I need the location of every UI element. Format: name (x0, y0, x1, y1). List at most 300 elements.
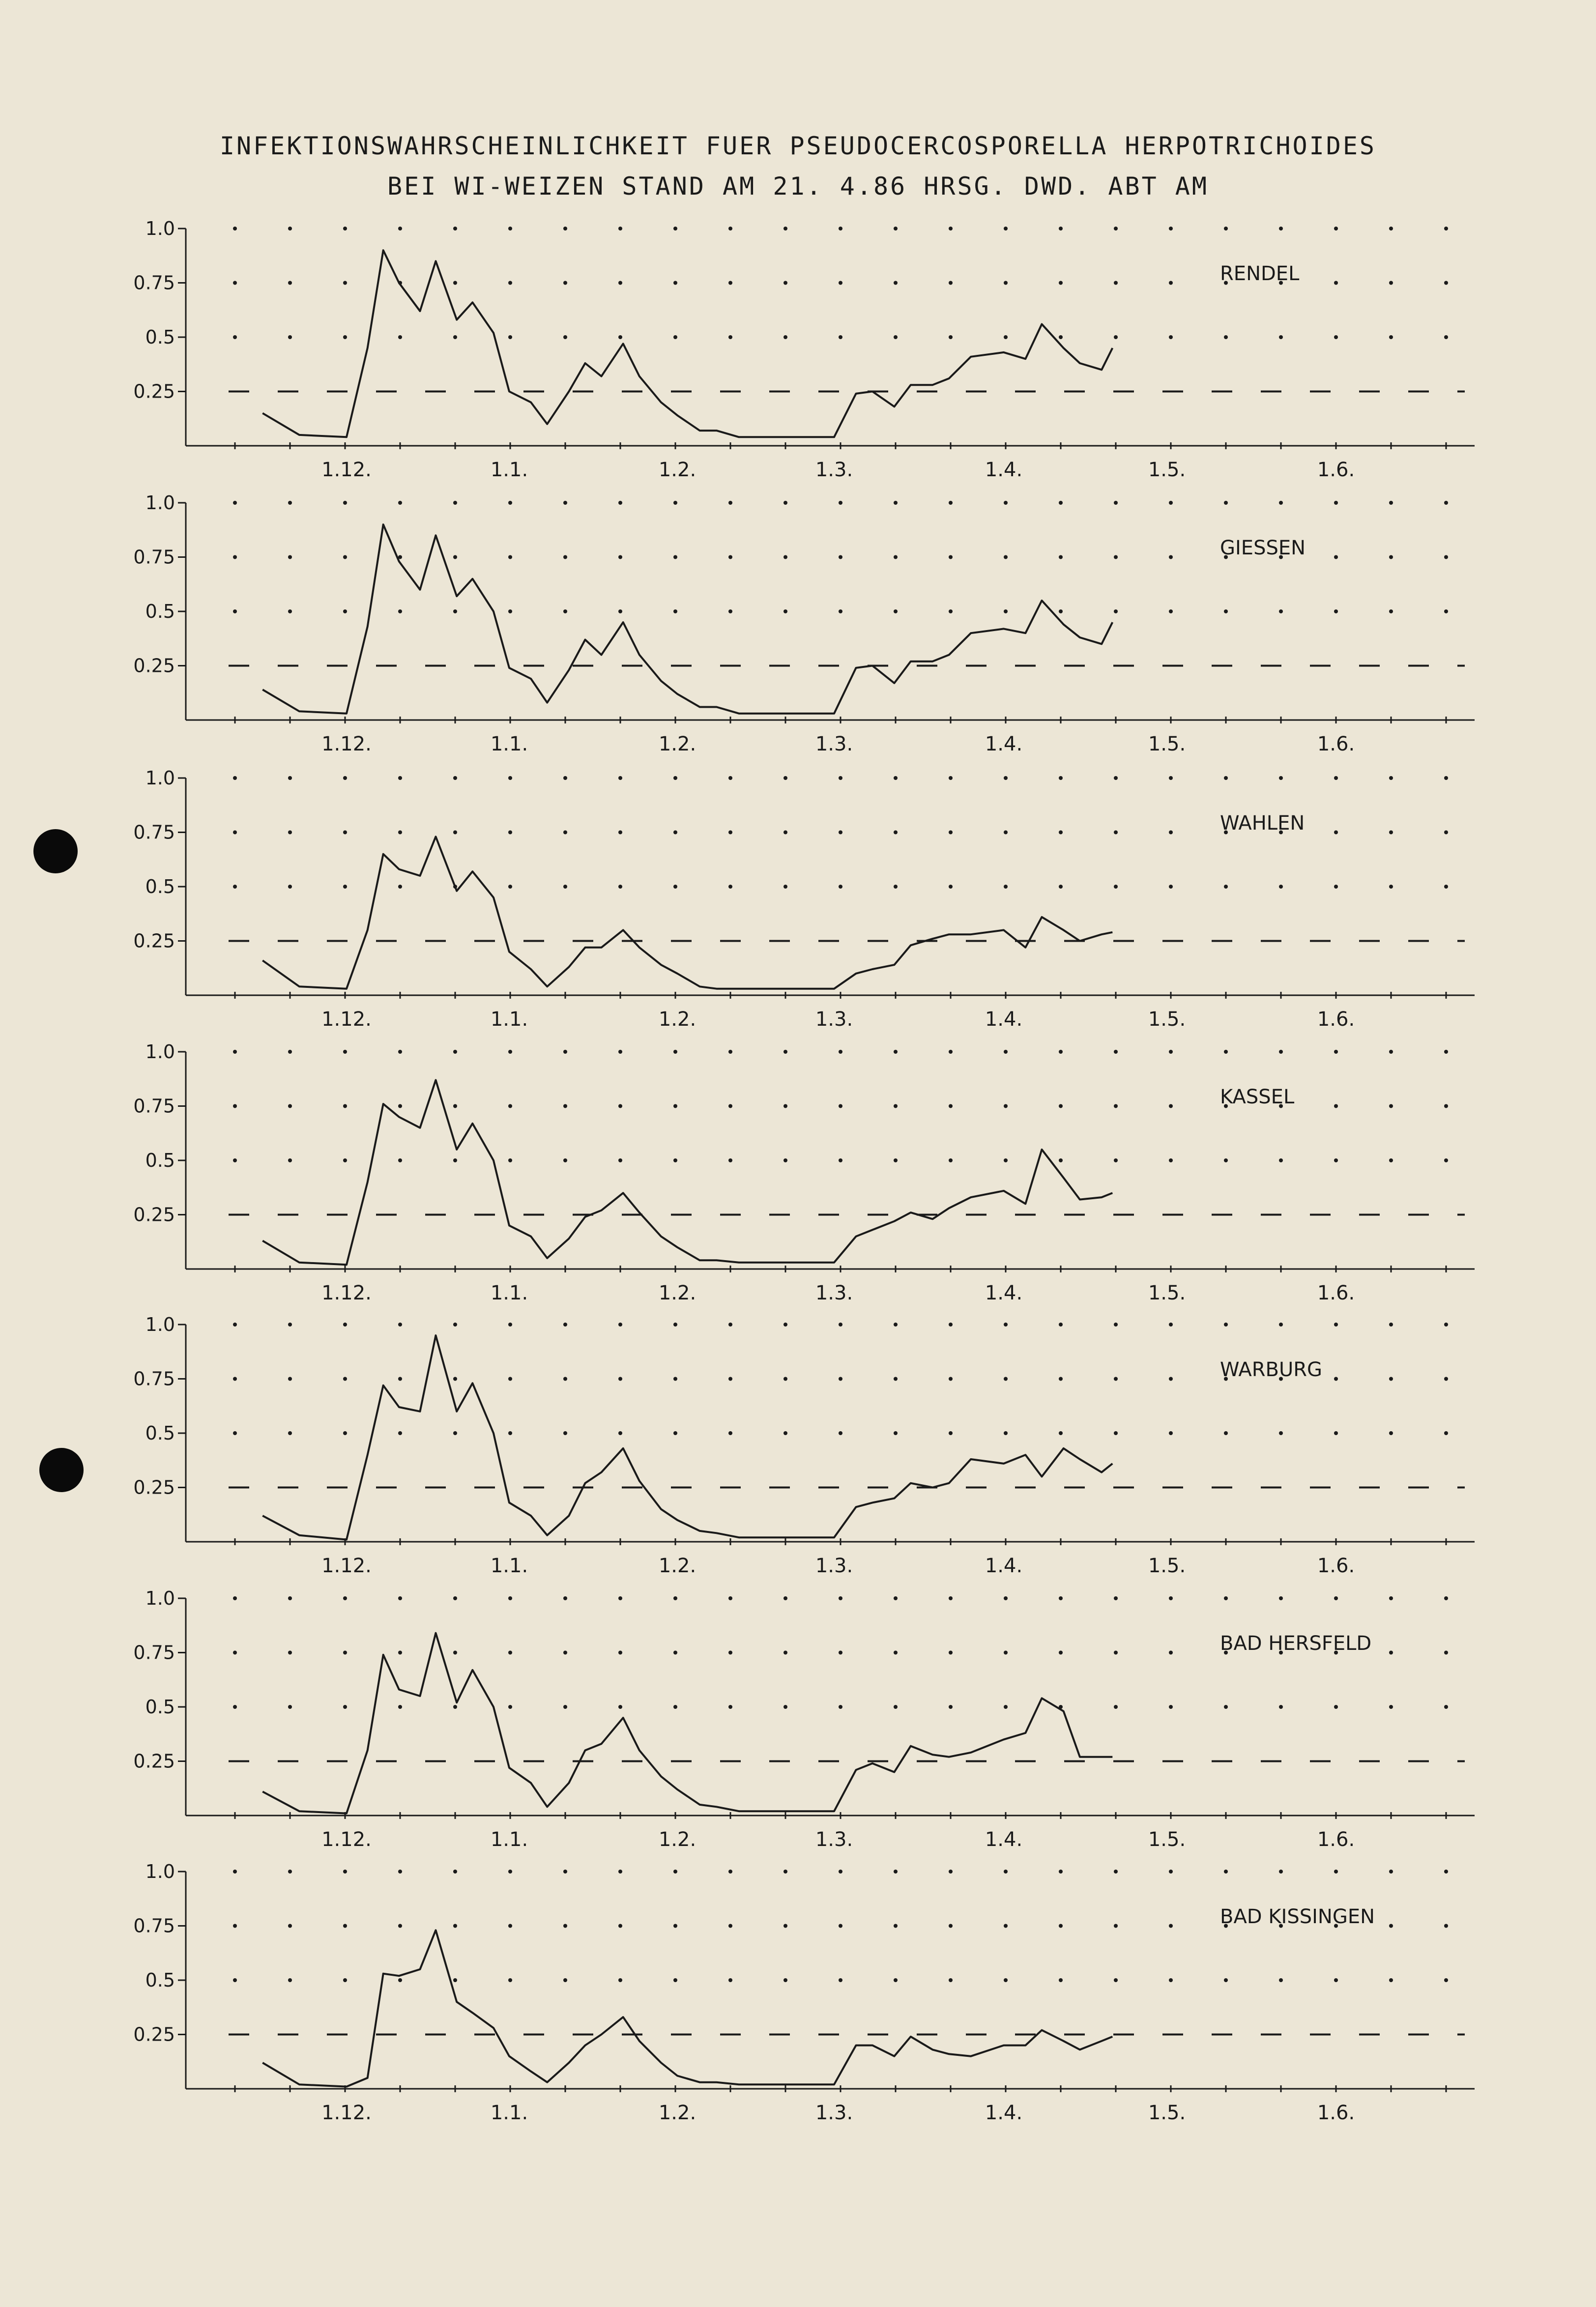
chart-wahlen-y-tick-label: 0.5 (145, 876, 175, 897)
chart-giessen-grid-dot (1004, 609, 1008, 613)
chart-bad-kissingen-grid-dot (1444, 1924, 1448, 1928)
chart-rendel-x-tick-label: 1.6. (1317, 459, 1355, 481)
chart-bad-kissingen-grid-dot (1444, 1870, 1448, 1874)
chart-giessen-grid-dot (1334, 501, 1338, 505)
chart-wahlen-grid-dot (673, 831, 677, 835)
chart-bad-kissingen-grid-dot (618, 1870, 622, 1874)
chart-bad-hersfeld-grid-dot (398, 1705, 402, 1709)
chart-wahlen-grid-dot (1059, 885, 1063, 889)
chart-bad-kissingen-grid-dot (894, 1924, 898, 1928)
chart-giessen-grid-dot (233, 609, 237, 613)
chart-wahlen-grid-dot (949, 776, 953, 780)
chart-bad-kissingen-grid-dot (1224, 1870, 1228, 1874)
chart-kassel-station-label: KASSEL (1220, 1086, 1295, 1108)
chart-warburg-grid-dot (1169, 1323, 1173, 1327)
chart-wahlen-grid-dot (673, 776, 677, 780)
chart-warburg-y-tick-label: 0.25 (133, 1476, 175, 1499)
chart-giessen-grid-dot (563, 555, 567, 559)
chart-wahlen-grid-dot (1279, 885, 1283, 889)
chart-warburg-grid-dot (288, 1377, 292, 1381)
chart-bad-kissingen-grid-dot (728, 1870, 732, 1874)
chart-bad-hersfeld-grid-dot (618, 1651, 622, 1655)
chart-giessen-grid-dot (783, 555, 787, 559)
chart-bad-kissingen-station-label: BAD KISSINGEN (1220, 1905, 1375, 1928)
chart-rendel-grid-dot (1114, 335, 1118, 339)
chart-warburg-grid-dot (728, 1323, 732, 1327)
chart-warburg-grid-dot (288, 1323, 292, 1327)
chart-giessen-grid-dot (343, 555, 347, 559)
chart-rendel-grid-dot (1004, 281, 1008, 285)
chart-rendel-grid-dot (783, 281, 787, 285)
chart-warburg-grid-dot (1279, 1431, 1283, 1435)
chart-bad-kissingen-grid-dot (1114, 1870, 1118, 1874)
chart-warburg-grid-dot (453, 1377, 457, 1381)
chart-bad-kissingen-grid-dot (1389, 1870, 1393, 1874)
chart-kassel-grid-dot (1224, 1050, 1228, 1054)
chart-giessen-grid-dot (1334, 609, 1338, 613)
chart-wahlen-grid-dot (1444, 831, 1448, 835)
chart-giessen-y-tick-label: 0.25 (133, 655, 175, 677)
chart-warburg-grid-dot (1004, 1323, 1008, 1327)
chart-bad-hersfeld-grid-dot (1334, 1596, 1338, 1600)
chart-warburg-grid-dot (1224, 1323, 1228, 1327)
chart-warburg-y-tick-label: 0.75 (133, 1368, 175, 1390)
chart-warburg-grid-dot (508, 1377, 512, 1381)
chart-rendel-grid-dot (1279, 335, 1283, 339)
chart-bad-kissingen-grid-dot (233, 1924, 237, 1928)
chart-rendel-grid-dot (949, 335, 953, 339)
chart-bad-kissingen-y-tick-label: 0.5 (145, 1969, 175, 1991)
chart-bad-hersfeld-grid-dot (1004, 1705, 1008, 1709)
chart-kassel-grid-dot (288, 1158, 292, 1162)
chart-bad-hersfeld-grid-dot (1169, 1651, 1173, 1655)
chart-kassel-grid-dot (343, 1050, 347, 1054)
chart-bad-kissingen-grid-dot (839, 1978, 842, 1982)
chart-kassel-grid-dot (1334, 1158, 1338, 1162)
chart-kassel-grid-dot (839, 1050, 842, 1054)
page-title-line-1: INFEKTIONSWAHRSCHEINLICHKEIT FUER PSEUDOCERCOSPORELLA HERPOTRICHOIDES (219, 132, 1377, 160)
chart-rendel-y-tick-label: 0.75 (133, 272, 175, 294)
chart-bad-hersfeld-grid-dot (839, 1596, 842, 1600)
chart-giessen-grid-dot (1114, 609, 1118, 613)
chart-giessen-grid-dot (1004, 555, 1008, 559)
chart-bad-kissingen-grid-dot (1004, 1978, 1008, 1982)
chart-kassel-grid-dot (343, 1158, 347, 1162)
chart-warburg-grid-dot (673, 1323, 677, 1327)
chart-bad-hersfeld-grid-dot (343, 1705, 347, 1709)
chart-warburg-grid-dot (1114, 1377, 1118, 1381)
chart-bad-kissingen-grid-dot (673, 1870, 677, 1874)
chart-bad-hersfeld-grid-dot (894, 1596, 898, 1600)
chart-warburg-grid-dot (839, 1323, 842, 1327)
chart-warburg-grid-dot (1169, 1431, 1173, 1435)
chart-rendel-grid-dot (288, 281, 292, 285)
chart-giessen-grid-dot (233, 501, 237, 505)
chart-giessen-grid-dot (618, 555, 622, 559)
chart-bad-kissingen-grid-dot (563, 1870, 567, 1874)
chart-wahlen-grid-dot (839, 831, 842, 835)
chart-giessen-series-line (262, 524, 1112, 714)
chart-rendel-grid-dot (1224, 335, 1228, 339)
chart-kassel-grid-dot (894, 1104, 898, 1108)
chart-rendel-grid-dot (728, 335, 732, 339)
chart-giessen-grid-dot (1444, 555, 1448, 559)
chart-rendel-grid-dot (288, 227, 292, 231)
chart-warburg-grid-dot (1334, 1323, 1338, 1327)
chart-wahlen-grid-dot (894, 831, 898, 835)
chart-warburg-x-tick-label: 1.12. (321, 1555, 372, 1577)
chart-kassel-grid-dot (783, 1158, 787, 1162)
chart-giessen-grid-dot (508, 609, 512, 613)
chart-wahlen-grid-dot (453, 776, 457, 780)
chart-bad-hersfeld-grid-dot (1224, 1596, 1228, 1600)
chart-bad-kissingen-grid-dot (1224, 1978, 1228, 1982)
chart-bad-kissingen-grid-dot (288, 1978, 292, 1982)
chart-wahlen-grid-dot (1059, 776, 1063, 780)
chart-kassel-grid-dot (1224, 1158, 1228, 1162)
chart-bad-kissingen-grid-dot (728, 1924, 732, 1928)
chart-rendel-y-tick-label: 0.25 (133, 380, 175, 403)
chart-giessen-grid-dot (1279, 501, 1283, 505)
chart-rendel-grid-dot (508, 227, 512, 231)
chart-rendel-x-tick-label: 1.12. (321, 459, 372, 481)
chart-bad-hersfeld-x-tick-label: 1.12. (321, 1828, 372, 1851)
chart-rendel-x-tick-label: 1.3. (815, 459, 853, 481)
chart-warburg-grid-dot (1004, 1377, 1008, 1381)
chart-warburg-x-tick-label: 1.3. (815, 1555, 853, 1577)
chart-giessen-grid-dot (453, 501, 457, 505)
chart-warburg-grid-dot (563, 1323, 567, 1327)
chart-rendel-grid-dot (1334, 281, 1338, 285)
chart-rendel-y-tick-label: 1.0 (145, 218, 175, 239)
chart-rendel-grid-dot (839, 227, 842, 231)
chart-warburg-series-line (262, 1335, 1112, 1540)
chart-rendel-grid-dot (1389, 281, 1393, 285)
chart-warburg-grid-dot (1169, 1377, 1173, 1381)
chart-wahlen-grid-dot (508, 885, 512, 889)
chart-rendel-grid-dot (728, 281, 732, 285)
chart-rendel-grid-dot (783, 227, 787, 231)
chart-bad-hersfeld-x-tick-label: 1.5. (1148, 1828, 1186, 1851)
chart-giessen-y-tick-label: 1.0 (145, 492, 175, 514)
chart-wahlen-y-tick-label: 0.25 (133, 930, 175, 952)
chart-bad-hersfeld-x-tick-label: 1.4. (985, 1828, 1023, 1851)
chart-kassel-grid-dot (453, 1158, 457, 1162)
chart-warburg-grid-dot (1059, 1377, 1063, 1381)
chart-kassel-grid-dot (1059, 1104, 1063, 1108)
chart-kassel-grid-dot (1279, 1050, 1283, 1054)
chart-warburg-grid-dot (453, 1323, 457, 1327)
chart-rendel-grid-dot (233, 281, 237, 285)
chart-wahlen-y-tick-label: 1.0 (145, 767, 175, 789)
chart-wahlen-x-tick-label: 1.4. (985, 1008, 1023, 1031)
chart-warburg-grid-dot (1444, 1377, 1448, 1381)
chart-rendel-grid-dot (1114, 281, 1118, 285)
chart-kassel-grid-dot (673, 1104, 677, 1108)
chart-bad-kissingen-x-tick-label: 1.12. (321, 2102, 372, 2124)
chart-kassel-grid-dot (288, 1104, 292, 1108)
chart-bad-hersfeld-grid-dot (673, 1596, 677, 1600)
chart-bad-hersfeld-grid-dot (233, 1596, 237, 1600)
chart-bad-hersfeld-grid-dot (1389, 1651, 1393, 1655)
chart-bad-kissingen-y-tick-label: 0.25 (133, 2023, 175, 2046)
chart-wahlen-grid-dot (233, 831, 237, 835)
chart-rendel-grid-dot (233, 227, 237, 231)
chart-wahlen-grid-dot (398, 885, 402, 889)
chart-wahlen-grid-dot (1334, 831, 1338, 835)
chart-warburg-grid-dot (949, 1431, 953, 1435)
chart-warburg-grid-dot (618, 1431, 622, 1435)
chart-giessen-grid-dot (728, 501, 732, 505)
chart-bad-kissingen-grid-dot (894, 1870, 898, 1874)
chart-bad-kissingen-grid-dot (839, 1870, 842, 1874)
chart-bad-kissingen-grid-dot (783, 1924, 787, 1928)
chart-bad-hersfeld-grid-dot (1169, 1596, 1173, 1600)
chart-wahlen-grid-dot (343, 885, 347, 889)
chart-rendel-grid-dot (343, 281, 347, 285)
chart-bad-kissingen-grid-dot (563, 1924, 567, 1928)
chart-bad-hersfeld-grid-dot (343, 1596, 347, 1600)
chart-kassel-grid-dot (1444, 1158, 1448, 1162)
chart-bad-hersfeld-grid-dot (673, 1705, 677, 1709)
chart-warburg-grid-dot (343, 1377, 347, 1381)
chart-bad-kissingen-x-tick-label: 1.4. (985, 2102, 1023, 2124)
chart-wahlen-series-line (262, 836, 1112, 988)
chart-rendel-grid-dot (839, 335, 842, 339)
chart-rendel-grid-dot (949, 227, 953, 231)
chart-kassel-grid-dot (618, 1158, 622, 1162)
chart-bad-hersfeld-grid-dot (343, 1651, 347, 1655)
chart-bad-kissingen-grid-dot (1389, 1924, 1393, 1928)
chart-warburg-grid-dot (343, 1431, 347, 1435)
chart-wahlen-grid-dot (949, 831, 953, 835)
chart-kassel-x-tick-label: 1.2. (658, 1282, 696, 1304)
chart-giessen-grid-dot (1169, 609, 1173, 613)
chart-kassel-y-tick-label: 0.5 (145, 1150, 175, 1171)
chart-kassel-x-tick-label: 1.4. (985, 1282, 1023, 1304)
chart-rendel-x-tick-label: 1.5. (1148, 459, 1186, 481)
chart-rendel-grid-dot (1334, 227, 1338, 231)
chart-wahlen-grid-dot (508, 831, 512, 835)
chart-giessen-grid-dot (894, 609, 898, 613)
chart-giessen-grid-dot (1224, 501, 1228, 505)
chart-kassel-grid-dot (1389, 1050, 1393, 1054)
chart-bad-hersfeld-grid-dot (783, 1651, 787, 1655)
chart-bad-kissingen-x-tick-label: 1.2. (658, 2102, 696, 2124)
chart-bad-hersfeld-grid-dot (1334, 1705, 1338, 1709)
chart-giessen-grid-dot (728, 609, 732, 613)
chart-warburg-x-tick-label: 1.1. (490, 1555, 528, 1577)
chart-giessen-grid-dot (728, 555, 732, 559)
chart-bad-hersfeld-grid-dot (618, 1705, 622, 1709)
chart-bad-hersfeld-grid-dot (783, 1596, 787, 1600)
chart-bad-kissingen-y-tick-label: 1.0 (145, 1861, 175, 1882)
chart-bad-hersfeld-grid-dot (1114, 1705, 1118, 1709)
chart-kassel-grid-dot (783, 1050, 787, 1054)
chart-giessen-grid-dot (288, 609, 292, 613)
chart-bad-hersfeld-grid-dot (949, 1596, 953, 1600)
chart-bad-kissingen-grid-dot (783, 1978, 787, 1982)
chart-bad-kissingen-grid-dot (894, 1978, 898, 1982)
chart-warburg-grid-dot (618, 1323, 622, 1327)
chart-kassel-grid-dot (233, 1104, 237, 1108)
chart-wahlen-grid-dot (949, 885, 953, 889)
chart-warburg-grid-dot (398, 1431, 402, 1435)
chart-rendel-grid-dot (343, 227, 347, 231)
chart-warburg-grid-dot (398, 1323, 402, 1327)
chart-kassel-grid-dot (1279, 1158, 1283, 1162)
chart-bad-hersfeld-y-tick-label: 0.25 (133, 1750, 175, 1772)
chart-bad-hersfeld-grid-dot (1279, 1596, 1283, 1600)
chart-kassel-grid-dot (728, 1158, 732, 1162)
chart-giessen-grid-dot (1059, 501, 1063, 505)
chart-kassel-grid-dot (618, 1050, 622, 1054)
chart-giessen-grid-dot (618, 609, 622, 613)
chart-wahlen-x-tick-label: 1.3. (815, 1008, 853, 1031)
chart-bad-kissingen-grid-dot (1114, 1978, 1118, 1982)
chart-bad-hersfeld-grid-dot (1389, 1705, 1393, 1709)
chart-wahlen-grid-dot (233, 885, 237, 889)
chart-wahlen-grid-dot (618, 885, 622, 889)
chart-kassel-grid-dot (1389, 1104, 1393, 1108)
chart-kassel-grid-dot (949, 1158, 953, 1162)
chart-kassel-grid-dot (453, 1050, 457, 1054)
chart-giessen-grid-dot (1389, 501, 1393, 505)
chart-bad-kissingen-x-tick-label: 1.5. (1148, 2102, 1186, 2124)
chart-giessen-grid-dot (839, 609, 842, 613)
chart-bad-hersfeld-grid-dot (1224, 1705, 1228, 1709)
chart-bad-hersfeld-grid-dot (949, 1651, 953, 1655)
chart-bad-kissingen-grid-dot (1444, 1978, 1448, 1982)
chart-warburg-grid-dot (1334, 1431, 1338, 1435)
chart-bad-kissingen-grid-dot (1114, 1924, 1118, 1928)
chart-rendel-grid-dot (1279, 227, 1283, 231)
chart-giessen-grid-dot (343, 609, 347, 613)
chart-kassel-grid-dot (398, 1050, 402, 1054)
chart-bad-hersfeld-grid-dot (839, 1651, 842, 1655)
chart-wahlen-grid-dot (1169, 831, 1173, 835)
chart-rendel-grid-dot (1059, 335, 1063, 339)
chart-rendel-grid-dot (618, 227, 622, 231)
chart-kassel-grid-dot (1004, 1158, 1008, 1162)
chart-bad-hersfeld-grid-dot (453, 1596, 457, 1600)
chart-rendel-grid-dot (1004, 335, 1008, 339)
chart-kassel-x-tick-label: 1.5. (1148, 1282, 1186, 1304)
chart-giessen-grid-dot (1444, 609, 1448, 613)
chart-giessen-grid-dot (398, 501, 402, 505)
chart-giessen-grid-dot (894, 555, 898, 559)
chart-bad-hersfeld-series-line (262, 1633, 1112, 1814)
chart-giessen-grid-dot (1279, 609, 1283, 613)
chart-warburg-grid-dot (1224, 1431, 1228, 1435)
chart-bad-kissingen-grid-dot (1169, 1870, 1173, 1874)
chart-giessen-grid-dot (1334, 555, 1338, 559)
chart-wahlen-grid-dot (233, 776, 237, 780)
chart-warburg-grid-dot (1389, 1377, 1393, 1381)
chart-warburg-grid-dot (839, 1431, 842, 1435)
chart-kassel-grid-dot (1004, 1050, 1008, 1054)
chart-warburg-x-tick-label: 1.5. (1148, 1555, 1186, 1577)
chart-giessen-grid-dot (618, 501, 622, 505)
chart-kassel-grid-dot (398, 1158, 402, 1162)
chart-rendel-grid-dot (1114, 227, 1118, 231)
chart-kassel-y-tick-label: 0.75 (133, 1095, 175, 1117)
chart-rendel-grid-dot (1224, 227, 1228, 231)
chart-bad-hersfeld-grid-dot (288, 1705, 292, 1709)
chart-wahlen-grid-dot (563, 885, 567, 889)
chart-rendel-grid-dot (673, 335, 677, 339)
chart-bad-kissingen-grid-dot (949, 1870, 953, 1874)
chart-rendel-grid-dot (728, 227, 732, 231)
chart-rendel-y-tick-label: 0.5 (145, 326, 175, 348)
chart-giessen-x-tick-label: 1.3. (815, 733, 853, 755)
chart-rendel-grid-dot (1059, 227, 1063, 231)
chart-bad-kissingen-y-tick-label: 0.75 (133, 1915, 175, 1937)
chart-bad-hersfeld-grid-dot (1444, 1596, 1448, 1600)
chart-warburg-grid-dot (783, 1431, 787, 1435)
chart-wahlen-grid-dot (1169, 885, 1173, 889)
chart-bad-kissingen-grid-dot (563, 1978, 567, 1982)
chart-bad-hersfeld-grid-dot (453, 1705, 457, 1709)
chart-giessen-x-tick-label: 1.5. (1148, 733, 1186, 755)
chart-giessen-grid-dot (1169, 555, 1173, 559)
chart-wahlen-y-tick-label: 0.75 (133, 821, 175, 843)
chart-kassel-grid-dot (728, 1104, 732, 1108)
chart-kassel-grid-dot (508, 1158, 512, 1162)
chart-giessen-grid-dot (949, 555, 953, 559)
chart-wahlen-grid-dot (894, 776, 898, 780)
chart-kassel-grid-dot (949, 1104, 953, 1108)
chart-warburg-grid-dot (673, 1377, 677, 1381)
chart-bad-hersfeld-x-tick-label: 1.1. (490, 1828, 528, 1851)
chart-rendel-x-tick-label: 1.4. (985, 459, 1023, 481)
chart-rendel-grid-dot (453, 281, 457, 285)
chart-wahlen-grid-dot (288, 776, 292, 780)
chart-giessen-grid-dot (1059, 555, 1063, 559)
chart-bad-kissingen-grid-dot (398, 1924, 402, 1928)
chart-rendel-grid-dot (453, 335, 457, 339)
chart-wahlen-grid-dot (1114, 885, 1118, 889)
chart-kassel-grid-dot (673, 1050, 677, 1054)
chart-wahlen-grid-dot (839, 885, 842, 889)
chart-bad-hersfeld-x-tick-label: 1.6. (1317, 1828, 1355, 1851)
chart-giessen-grid-dot (453, 609, 457, 613)
chart-giessen-station-label: GIESSEN (1220, 537, 1306, 559)
chart-kassel-y-tick-label: 0.25 (133, 1204, 175, 1226)
chart-rendel-grid-dot (894, 335, 898, 339)
chart-wahlen-x-tick-label: 1.5. (1148, 1008, 1186, 1031)
chart-bad-kissingen-grid-dot (343, 1924, 347, 1928)
chart-bad-kissingen-grid-dot (1169, 1978, 1173, 1982)
chart-giessen-grid-dot (1224, 609, 1228, 613)
chart-bad-kissingen-grid-dot (508, 1924, 512, 1928)
chart-giessen-grid-dot (1444, 501, 1448, 505)
chart-bad-kissingen-x-tick-label: 1.3. (815, 2102, 853, 2124)
chart-wahlen-grid-dot (1114, 776, 1118, 780)
chart-kassel-grid-dot (453, 1104, 457, 1108)
chart-warburg-grid-dot (1444, 1323, 1448, 1327)
chart-bad-kissingen-grid-dot (1059, 1870, 1063, 1874)
chart-bad-kissingen-x-tick-label: 1.1. (490, 2102, 528, 2124)
chart-kassel-grid-dot (1389, 1158, 1393, 1162)
chart-bad-kissingen-grid-dot (618, 1978, 622, 1982)
chart-warburg-grid-dot (783, 1323, 787, 1327)
chart-kassel-grid-dot (1444, 1104, 1448, 1108)
chart-wahlen-grid-dot (1004, 885, 1008, 889)
chart-bad-hersfeld-grid-dot (783, 1705, 787, 1709)
chart-kassel-grid-dot (1169, 1104, 1173, 1108)
chart-bad-hersfeld-grid-dot (288, 1651, 292, 1655)
